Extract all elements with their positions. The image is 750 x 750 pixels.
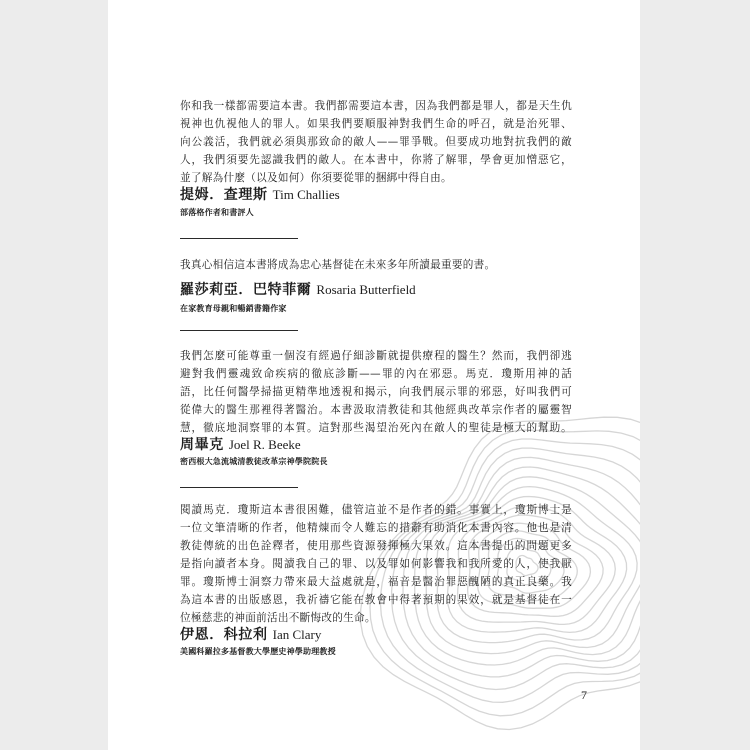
endorser-name-chinese: 伊恩．科拉利 <box>180 627 268 643</box>
endorser-name-chinese: 提姆．查理斯 <box>180 187 268 203</box>
text-line: 為這本書的出版感恩，我祈禱它能在教會中得著預期的果效，就是基督徒在一 <box>180 594 572 606</box>
book-page <box>108 0 640 750</box>
text-line: 是指向讀者本身。閱讀我自己的罪、以及罪如何影響我和我所愛的人，使我厭 <box>180 558 572 570</box>
text-line: 教徒傳統的出色詮釋者，使用那些資源發揮極大果效。這本書提出的問題更多 <box>180 540 572 552</box>
endorser-title: 美國科羅拉多基督教大學歷史神學助理教授 <box>180 647 336 656</box>
divider <box>180 330 298 331</box>
endorser-title: 密西根大急流城清教徒改革宗神學院院長 <box>180 457 328 466</box>
text-line: 視神也仇視他人的罪人。如果我們要順服神對我們生命的呼召，就是治死罪、 <box>180 118 572 130</box>
text-line: 向公義活，我們就必須與那致命的敵人——罪爭戰。但要成功地對抗我們的敵 <box>180 136 572 148</box>
endorser-name <box>180 624 321 644</box>
text-line: 一位文筆清晰的作者，他精煉而令人難忘的措辭有助消化本書內容。他也是清 <box>180 522 572 534</box>
endorser-name-english: Rosaria Butterfield <box>316 282 416 297</box>
text-line: 人，我們須要先認識我們的敵人。在本書中，你將了解罪，學會更加憎惡它， <box>180 154 572 166</box>
endorsement-text <box>180 501 572 627</box>
endorser-name-english: Tim Challies <box>272 187 340 202</box>
divider <box>180 238 298 239</box>
endorser-title: 部落格作者和書評人 <box>180 208 254 217</box>
text-line: 慧，徹底地洞察罪的本質。這對那些渴望治死內在敵人的聖徒是極大的幫助。 <box>180 422 572 434</box>
endorser-name-chinese: 周畢克 <box>180 437 224 453</box>
text-line: 我真心相信這本書將成為忠心基督徒在未來多年所讀最重要的書。 <box>180 259 496 271</box>
text-line: 語，比任何醫學掃描更精準地透視和揭示，向我們展示罪的邪惡，好叫我們可 <box>180 386 572 398</box>
endorser-name-chinese: 羅莎莉亞．巴特菲爾 <box>180 282 312 298</box>
text-line: 閱讀馬克．瓊斯這本書很困難，儘管這並不是作者的錯。事實上，瓊斯博士是 <box>180 504 572 516</box>
endorser-name <box>180 279 416 299</box>
text-line: 並了解為什麼（以及如何）你須要從罪的捆綁中得自由。 <box>180 172 452 184</box>
endorsement-text <box>180 97 572 187</box>
text-line: 從偉大的醫生那裡得著醫治。本書汲取清教徒和其他經典改革宗作者的屬靈智 <box>180 404 572 416</box>
text-line: 罪。瓊斯博士洞察力帶來最大益處就是，福音是醫治罪惡醜陋的真正良藥。我 <box>180 576 572 588</box>
text-line: 我們怎麼可能尊重一個沒有經過仔細診斷就提供療程的醫生？然而，我們卻逃 <box>180 350 572 362</box>
endorser-title: 在家教育母親和暢銷書籍作家 <box>180 304 287 313</box>
endorsement-text <box>180 347 572 437</box>
endorser-name-english: Joel R. Beeke <box>228 437 301 452</box>
endorser-name <box>180 184 340 204</box>
page-number: 7 <box>581 688 587 702</box>
endorser-name <box>180 434 301 454</box>
divider <box>180 487 298 488</box>
text-line: 避對我們靈魂致命疾病的徹底診斷——罪的內在邪惡。馬克．瓊斯用神的話 <box>180 368 572 380</box>
endorser-name-english: Ian Clary <box>272 627 322 642</box>
text-line: 你和我一樣都需要這本書。我們都需要這本書，因為我們都是罪人，都是天生仇 <box>180 100 572 112</box>
endorsement-text <box>180 256 572 274</box>
text-line: 位極慈悲的神面前活出不斷悔改的生命。 <box>180 612 376 624</box>
